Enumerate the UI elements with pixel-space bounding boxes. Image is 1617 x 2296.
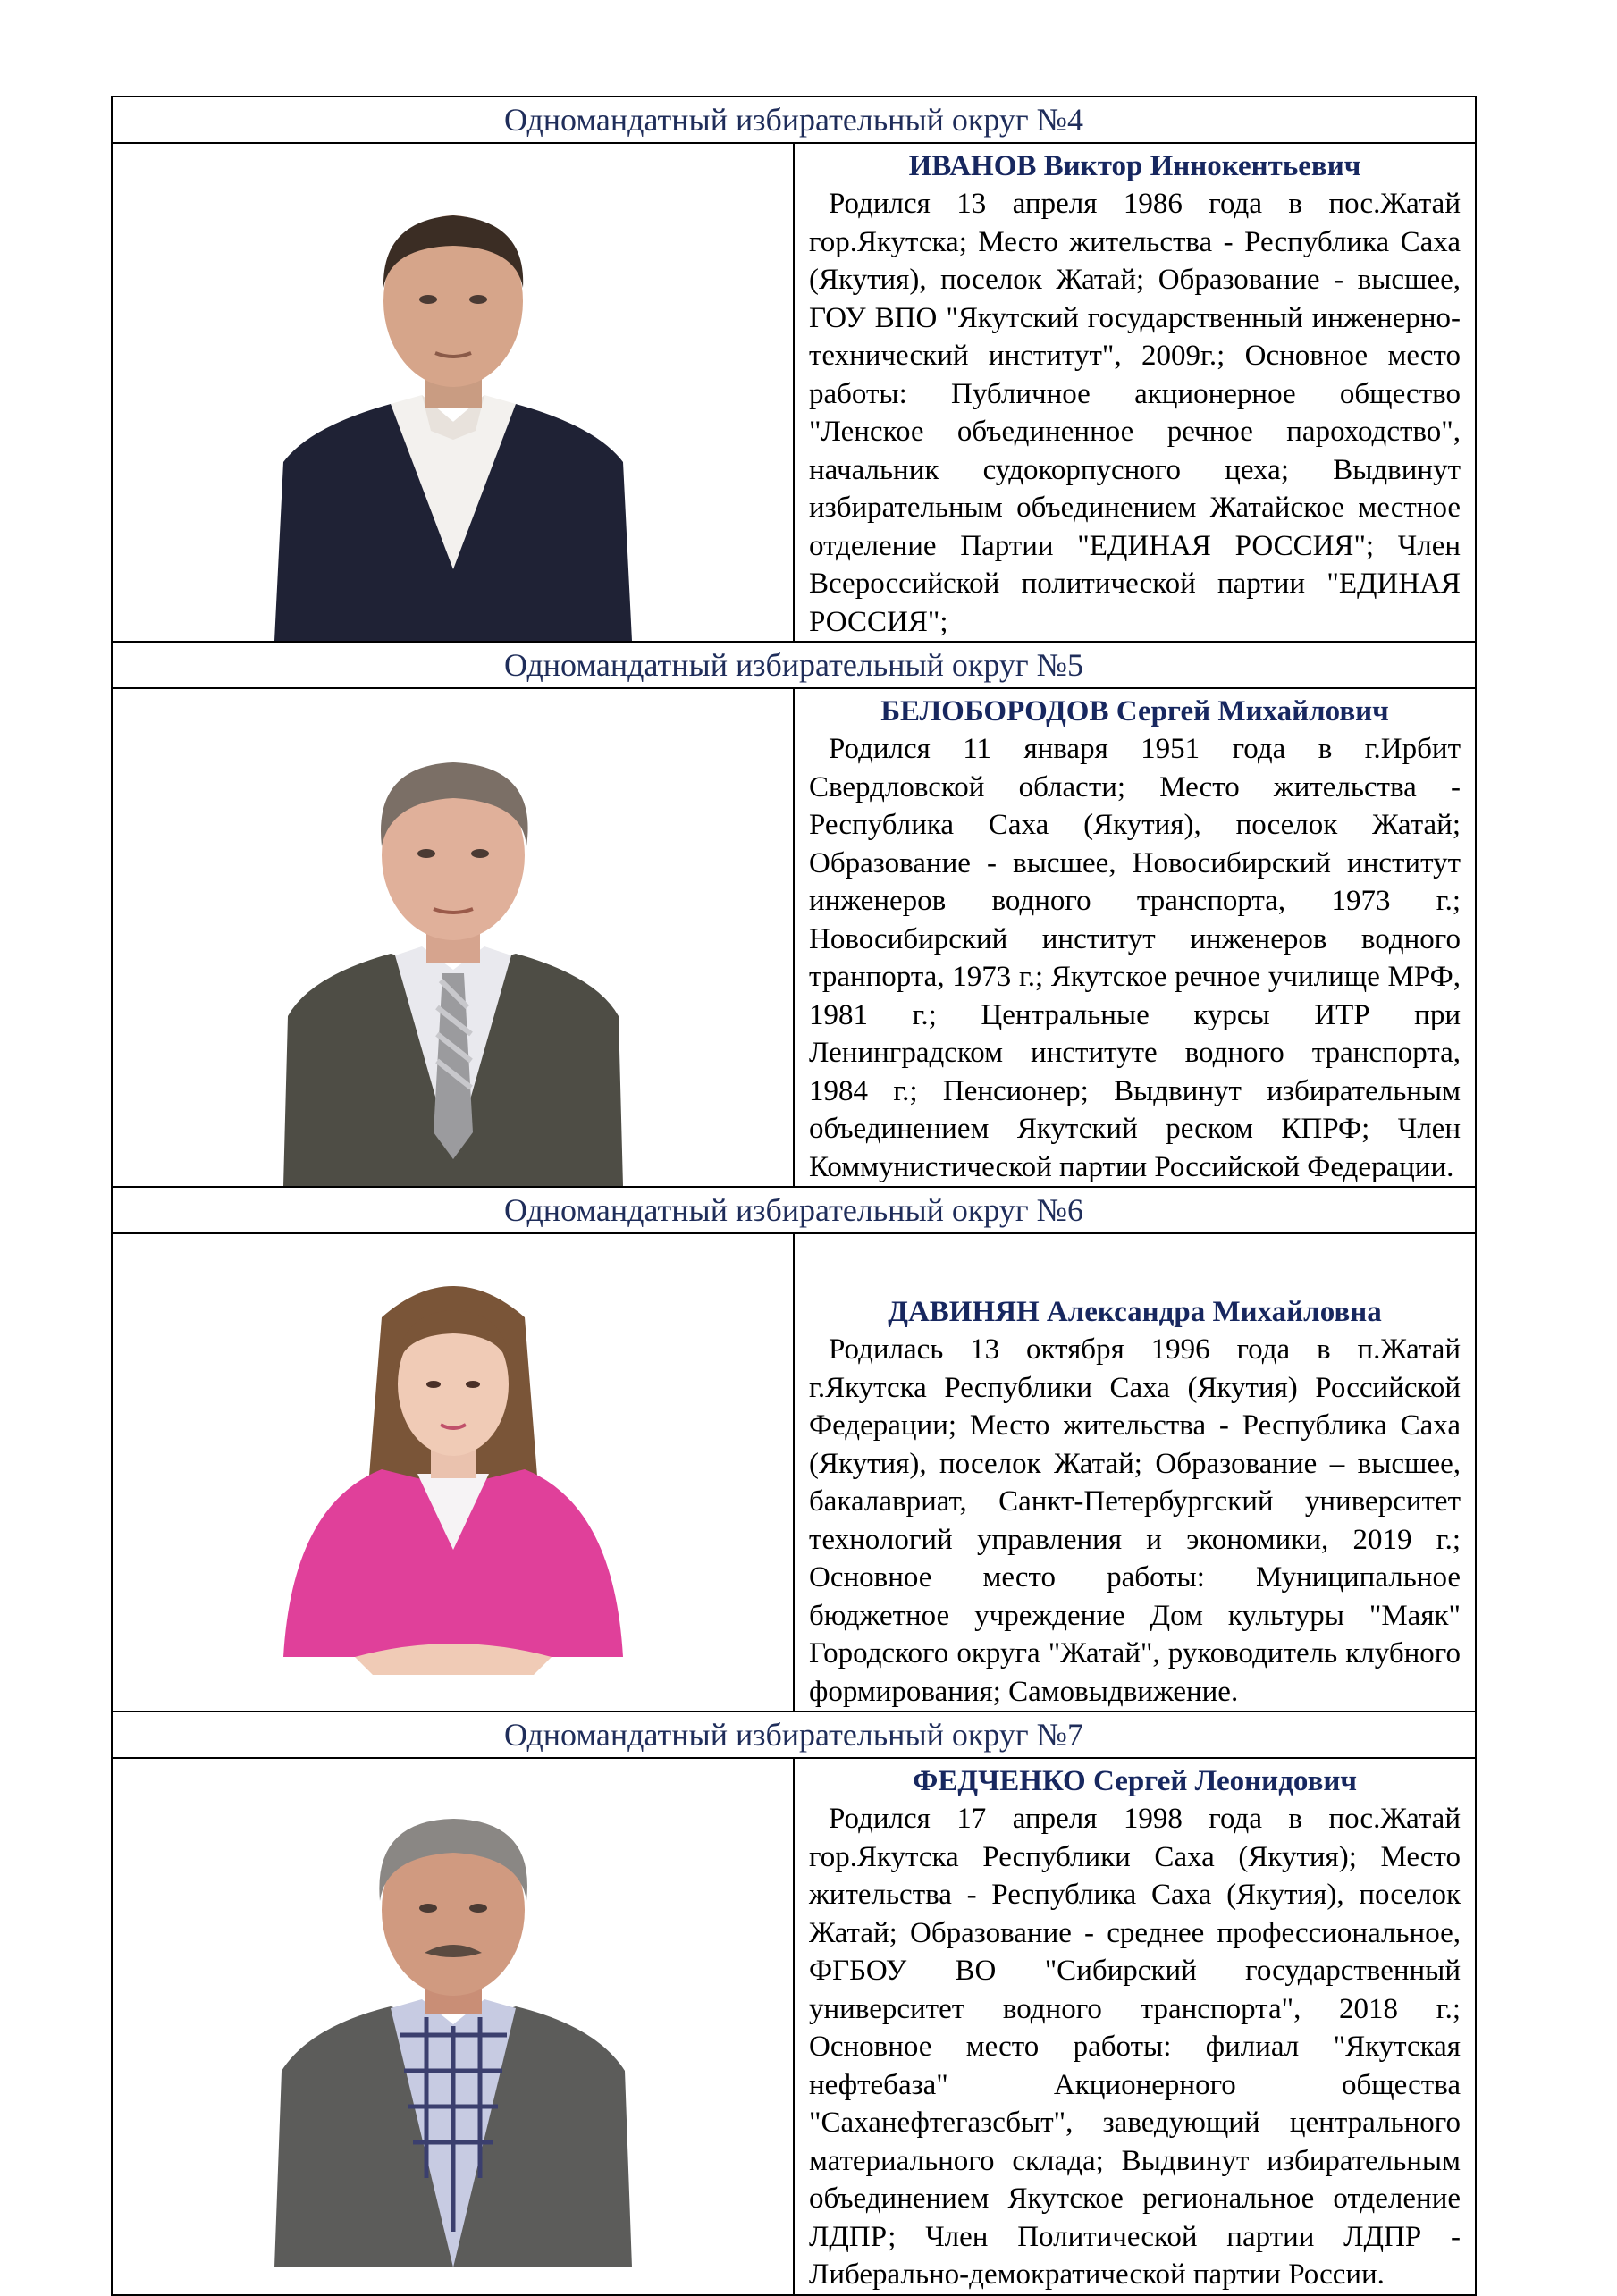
candidate-photo-cell bbox=[112, 688, 794, 1187]
district-title: Одномандатный избирательный округ №6 bbox=[112, 1187, 1476, 1233]
portrait-man-dark-suit-icon bbox=[274, 194, 632, 641]
district-header-row bbox=[112, 642, 1476, 688]
candidate-bio: Родился 11 января 1951 года в г.Ирбит Свердловской области; Место жительства - Республика Саха (Якутия), поселок Жатай; Образование - высшее, Новосибирский институт инженеров водного транспорта, 1973 г.; Новосибирский институт инженеров водного транпорта, 1973 г.; Якутское речное училище МРФ, 1981 г.; Центральные курсы ИТР при Ленинградском институте водного транспорта, 1984 г.; Пенсионер; Выдвинут избирательным объединением Якутский реском КПРФ; Член Коммунистической партии Российской Федерации. bbox=[809, 733, 1461, 1183]
candidates-table bbox=[111, 96, 1477, 2296]
candidate-row bbox=[112, 688, 1476, 1187]
portrait-man-grey-suit-icon bbox=[283, 739, 623, 1186]
district-title: Одномандатный избирательный округ №5 bbox=[112, 642, 1476, 688]
candidate-row bbox=[112, 143, 1476, 642]
candidate-info-cell bbox=[794, 1758, 1476, 2295]
candidate-row bbox=[112, 1233, 1476, 1711]
candidate-photo bbox=[113, 1759, 793, 2294]
candidate-photo-cell bbox=[112, 143, 794, 642]
district-header-row bbox=[112, 97, 1476, 143]
candidate-photo-cell bbox=[112, 1233, 794, 1711]
candidate-photo bbox=[113, 144, 793, 641]
candidates-sheet bbox=[111, 96, 1477, 2296]
candidate-bio: Родился 13 апреля 1986 года в пос.Жатай гор.Якутска; Место жительства - Республика Саха (Якутия), поселок Жатай; Образование - высшее, ГОУ ВПО "Якутский государственный инженерно-технический институт", 2009г.; Основное место работы: Публичное акционерное общество "Ленское объединенное речное пароходство", начальник судокорпусного цеха; Выдвинут избирательным объединением Жатайское местное отделение Партии "ЕДИНАЯ РОССИЯ"; Член Всероссийской политической партии "ЕДИНАЯ РОССИЯ"; bbox=[809, 188, 1461, 638]
candidate-bio: Родилась 13 октября 1996 года в п.Жатай г.Якутска Республики Саха (Якутия) Российской Федерации; Место жительства - Республика Саха (Якутия), поселок Жатай; Образование – высшее, бакалавриат, Санкт-Петербургский университет технологий управления и экономики, 2019 г.; Основное место работы: Муниципальное бюджетное учреждение Дом культуры "Маяк" Городского округа "Жатай", руководитель клубного формирования; Самовыдвижение. bbox=[809, 1333, 1461, 1708]
district-header-row bbox=[112, 1711, 1476, 1758]
candidate-bio: Родился 17 апреля 1998 года в пос.Жатай гор.Якутска Республики Саха (Якутия); Место жительства - Республика Саха (Якутия), поселок Жатай; Образование - среднее профессиональное, ФГБОУ ВО "Сибирский государственный университет водного транспорта", 2018 г.; Основное место работы: филиал "Якутская нефтебаза" Акционерного общества "Саханефтегазсбыт", заведующий центрального материального склада; Выдвинут избирательным объединением Якутское региональное отделение ЛДПР; Член Политической партии ЛДПР - Либерально-демократической партии России. bbox=[809, 1803, 1461, 2291]
portrait-man-grey-vest-icon bbox=[274, 1803, 632, 2267]
portrait-woman-pink-jacket-icon bbox=[265, 1264, 641, 1684]
candidate-photo-cell bbox=[112, 1758, 794, 2295]
candidate-info-cell bbox=[794, 688, 1476, 1187]
district-title: Одномандатный избирательный округ №7 bbox=[112, 1711, 1476, 1758]
candidate-info-cell bbox=[794, 1233, 1476, 1711]
candidate-name: ДАВИНЯН Александра Михайловна bbox=[888, 1296, 1382, 1328]
candidate-photo bbox=[113, 1234, 793, 1711]
candidate-name: ИВАНОВ Виктор Иннокентьевич bbox=[908, 150, 1361, 182]
district-title: Одномандатный избирательный округ №4 bbox=[112, 97, 1476, 143]
candidate-row bbox=[112, 1758, 1476, 2295]
district-header-row bbox=[112, 1187, 1476, 1233]
candidate-name: ФЕДЧЕНКО Сергей Леонидович bbox=[912, 1765, 1358, 1797]
candidate-info-cell bbox=[794, 143, 1476, 642]
candidate-photo bbox=[113, 689, 793, 1186]
candidate-name: БЕЛОБОРОДОВ Сергей Михайлович bbox=[880, 695, 1389, 727]
